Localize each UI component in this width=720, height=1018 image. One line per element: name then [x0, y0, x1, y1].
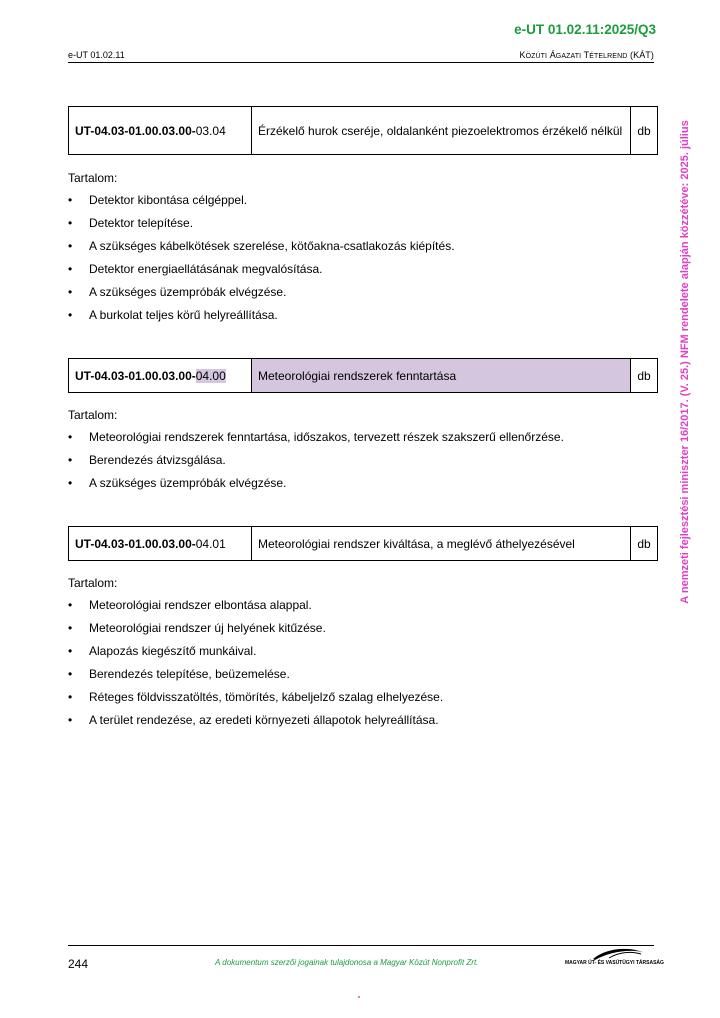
- list-item: • Detektor kibontása célgéppel.: [68, 193, 658, 207]
- list-item: • Alapozás kiegészítő munkáival.: [68, 644, 658, 658]
- list-item: • Réteges földvisszatöltés, tömörítés, kábeljelző szalag elhelyezése.: [68, 690, 658, 704]
- header-right-title: KÖZÚTI ÁGAZATI TÉTELREND (KÁT): [519, 50, 654, 60]
- item-table: [68, 526, 658, 561]
- item-unit: db: [631, 107, 658, 155]
- item-table: [68, 358, 658, 393]
- list-item: • Berendezés átvizsgálása.: [68, 453, 658, 467]
- item-unit: db: [631, 527, 658, 561]
- item-table: [68, 106, 658, 155]
- content-label: Tartalom:: [68, 171, 118, 185]
- copyright-notice: A dokumentum szerzői jogainak tulajdonosa a Magyar Közút Nonprofit Zrt.: [215, 958, 479, 967]
- header-left-code: e-UT 01.02.11: [68, 50, 125, 60]
- content-label: Tartalom:: [68, 408, 118, 422]
- logo-text: MAGYAR ÚT- ÉS VASÚTÜGYI TÁRSASÁG: [565, 960, 664, 966]
- content-list: [68, 598, 658, 727]
- content-list: [68, 193, 658, 322]
- item-content: [68, 408, 658, 499]
- list-item: • A szükséges kábelkötések szerelése, kötőakna-csatlakozás kiépítés.: [68, 239, 658, 253]
- list-item: • Meteorológiai rendszer elbontása alappal.: [68, 598, 658, 612]
- item-code: UT-04.03-01.00.03.00-03.04: [69, 107, 252, 155]
- list-item: • A burkolat teljes körű helyreállítása.: [68, 308, 658, 322]
- list-item: • Berendezés telepítése, beüzemelése.: [68, 667, 658, 681]
- document-code: e-UT 01.02.11:2025/Q3: [514, 22, 656, 37]
- list-item: • A terület rendezése, az eredeti környezeti állapotok helyreállítása.: [68, 713, 658, 727]
- list-item: • Meteorológiai rendszerek fenntartása, időszakos, tervezett részek szakszerű ellenőrzése.: [68, 430, 658, 444]
- list-item: • Detektor energiaellátásának megvalósítása.: [68, 262, 658, 276]
- list-item: • Detektor telepítése.: [68, 216, 658, 230]
- item-content: [68, 576, 658, 736]
- company-logo: [565, 946, 664, 970]
- page-number: 244: [68, 957, 89, 971]
- header-divider: [68, 62, 654, 63]
- item-unit: db: [631, 359, 658, 393]
- item-description: Meteorológiai rendszer kiváltása, a meglévő áthelyezésével: [252, 527, 631, 561]
- list-item: • A szükséges üzempróbák elvégzése.: [68, 285, 658, 299]
- item-description: Érzékelő hurok cseréje, oldalanként piezoelektromos érzékelő nélkül: [252, 107, 631, 155]
- item-description: Meteorológiai rendszerek fenntartása: [252, 359, 631, 393]
- list-item: • A szükséges üzempróbák elvégzése.: [68, 476, 658, 490]
- content-list: [68, 430, 658, 490]
- item-content: [68, 171, 658, 331]
- list-item: • Meteorológiai rendszer új helyének kitűzése.: [68, 621, 658, 635]
- speck: [358, 996, 360, 998]
- item-code: UT-04.03-01.00.03.00-04.00: [69, 359, 252, 393]
- content-label: Tartalom:: [68, 576, 118, 590]
- publication-side-note: A nemzeti fejlesztési miniszter 16/2017. (V. 25.) NFM rendelete alapján közzétéve: 2025. július: [679, 120, 691, 604]
- item-code: UT-04.03-01.00.03.00-04.01: [69, 527, 252, 561]
